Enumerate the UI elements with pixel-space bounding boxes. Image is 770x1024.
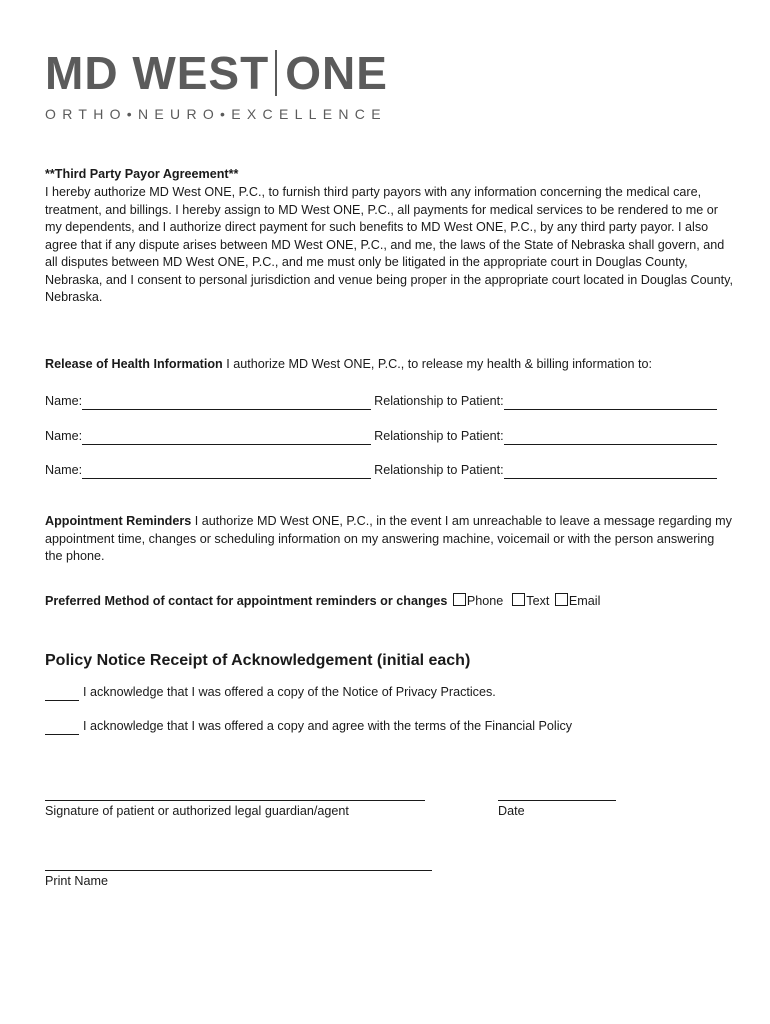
policy-title: Policy Notice Receipt of Acknowledgement (initial each) [45, 652, 471, 669]
ack-text: I acknowledge that I was offered a copy of the Notice of Privacy Practices. [83, 685, 496, 699]
release-text: I authorize MD West ONE, P.C., to release my health & billing information to: [222, 357, 653, 371]
relationship-field[interactable] [504, 430, 717, 445]
name-label: Name: [45, 463, 83, 477]
name-field[interactable] [82, 464, 371, 479]
relationship-field[interactable] [504, 464, 717, 479]
preferred-contact-label: Preferred Method of contact for appointment reminders or changes [45, 594, 448, 608]
preferred-contact [45, 593, 735, 611]
name-label: Name: [45, 429, 83, 443]
release-row-1 [45, 392, 725, 410]
md-west-one-logo [45, 47, 425, 122]
logo-name-left: MD WEST [45, 47, 270, 99]
email-checkbox[interactable] [555, 593, 568, 606]
signature-label: Signature of patient or authorized legal guardian/agent [45, 804, 349, 818]
relationship-label: Relationship to Patient: [374, 463, 504, 477]
print-name-line[interactable] [45, 870, 432, 871]
ack-item-financial [45, 717, 572, 735]
name-field[interactable] [82, 430, 371, 445]
phone-option-label: Phone [466, 594, 504, 608]
date-label: Date [498, 804, 525, 818]
logo-tagline: ORTHO•NEURO•EXCELLENCE [45, 106, 387, 122]
release-row-2 [45, 427, 725, 445]
logo-name-right: ONE [285, 47, 388, 99]
initials-field[interactable] [45, 686, 79, 701]
reminders-heading: Appointment Reminders [45, 514, 192, 528]
print-name-label: Print Name [45, 874, 108, 888]
ack-text: I acknowledge that I was offered a copy and agree with the terms of the Financial Policy [83, 719, 573, 733]
phone-checkbox[interactable] [453, 593, 466, 606]
reminders-section [45, 513, 735, 566]
third-party-body: I hereby authorize MD West ONE, P.C., to furnish third party payors with any information concerning the medical care, treatment, and billings. I hereby assign to MD West ONE, P.C., all payments for medical services to be rendered to me or my dependents, and I authorize direct payment for such benefits to MD West ONE, P.C., by any third party payor. I also agree that if any dispute arises between MD West ONE, P.C., and me, the laws of the State of Nebraska shall govern, and all disputes between MD West ONE, P.C., and me must only be litigated in the appropriate court in Douglas County, Nebraska, and I consent to personal jurisdiction and venue being proper in the appropriate court located in Douglas County, Nebraska. [45, 185, 733, 304]
ack-item-privacy [45, 683, 496, 701]
text-option-label: Text [526, 594, 550, 608]
relationship-field[interactable] [504, 395, 717, 410]
initials-field[interactable] [45, 720, 79, 735]
email-option-label: Email [568, 594, 601, 608]
relationship-label: Relationship to Patient: [374, 394, 504, 408]
reminders-text: I authorize MD West ONE, P.C., in the event I am unreachable to leave a message regarding my appointment time, changes or scheduling information on my answering machine, voicemail or with the person answering the phone. [45, 514, 732, 563]
name-field[interactable] [82, 395, 371, 410]
name-label: Name: [45, 394, 83, 408]
signature-line[interactable] [45, 800, 425, 801]
third-party-title: **Third Party Payor Agreement** [45, 167, 239, 181]
relationship-label: Relationship to Patient: [374, 429, 504, 443]
logo-wordmark [45, 47, 425, 99]
logo-divider [275, 50, 277, 96]
text-checkbox[interactable] [512, 593, 525, 606]
release-row-3 [45, 461, 725, 479]
release-section [45, 356, 735, 374]
date-line[interactable] [498, 800, 616, 801]
release-heading: Release of Health Information [45, 357, 223, 371]
